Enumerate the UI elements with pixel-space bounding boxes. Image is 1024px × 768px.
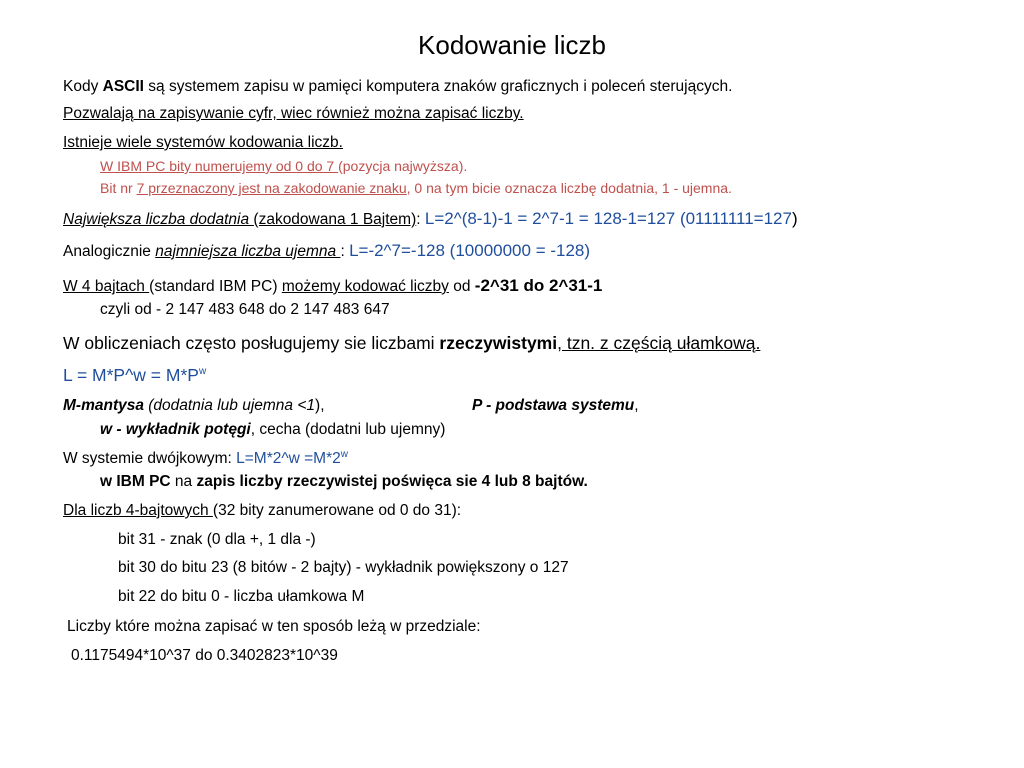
text-italic-underlined: Największa liczba dodatnia (63, 211, 254, 228)
text: od (448, 278, 475, 295)
text-underlined: Dla liczb 4-bajtowych (63, 502, 213, 519)
text-bold: ASCII (102, 78, 144, 95)
text: , (634, 397, 639, 414)
formula-superscript: w (340, 448, 348, 460)
line-base (472, 396, 639, 416)
text-underlined: (zakodowana 1 Bajtem) (253, 211, 417, 228)
text: ) (791, 209, 798, 228)
line-range: czyli od - 2 147 483 648 do 2 147 483 647 (100, 301, 390, 318)
text: Analogicznie (63, 243, 156, 260)
text-bold: w IBM PC (100, 473, 171, 490)
formula-superscript: w (198, 366, 207, 378)
line-ascii (63, 77, 732, 97)
text: są systemem zapisu w pamięci komputera znaków graficznych i poleceń sterujących. (143, 78, 733, 95)
line-bit-22-0: bit 22 do bitu 0 - liczba ułamkowa M (118, 588, 365, 605)
line-systems: Istnieje wiele systemów kodowania liczb. (63, 134, 343, 151)
line-bit-30-23: bit 30 do bitu 23 (8 bitów - 2 bajty) - wykładnik powiększony o 127 (118, 559, 569, 576)
text-bold-italic: M-mantysa (63, 397, 144, 414)
text: : (416, 211, 425, 228)
text: , cecha (dodatni lub ujemny) (250, 421, 446, 438)
text-bold: zapis liczby rzeczywistej poświęca sie 4 lub 8 bajtów. (196, 473, 588, 490)
line-binary-system (63, 449, 348, 469)
text: (pozycja najwyższa). (338, 158, 468, 174)
line-max-positive (63, 209, 798, 230)
line-interval: Liczby które można zapisać w ten sposób leżą w przedziale: (67, 618, 481, 635)
text: W systemie dwójkowym: (63, 450, 237, 467)
text: W obliczeniach często posługujemy sie liczbami (63, 333, 440, 353)
text-underlined: 7 przeznaczony jest na zakodowanie znaku (136, 180, 407, 196)
formula-text: L=M*2^w =M*2 (236, 450, 341, 467)
line-4-byte-numbers (63, 501, 461, 521)
line-bit-numbering (100, 156, 467, 176)
formula: L=-2^7=-128 (10000000 = -128) (349, 241, 591, 260)
text: na (170, 473, 197, 490)
text: , 0 na tym bicie oznacza liczbę dodatnia, 1 - ujemna. (406, 180, 732, 196)
range-bold: -2^31 do 2^31-1 (474, 276, 603, 295)
line-min-negative (63, 241, 590, 262)
formula-lmpw (63, 365, 206, 385)
formula-text: L = M*P^w = M*P (63, 365, 199, 385)
text-bold-italic: w - wykładnik potęgi (100, 421, 251, 438)
line-mantissa (63, 396, 325, 416)
text: ), (315, 397, 325, 414)
text: (standard IBM PC) (149, 278, 282, 295)
line-bit-31: bit 31 - znak (0 dla +, 1 dla -) (118, 531, 316, 548)
line-ibm-pc-bytes (100, 472, 588, 492)
line-4-bytes (63, 276, 602, 297)
text-underlined: możemy kodować liczby (281, 278, 449, 295)
line-digits: Pozwalają na zapisywanie cyfr, wiec również można zapisać liczby. (63, 105, 524, 122)
formula: L=2^(8-1)-1 = 2^7-1 = 128-1=127 (01111111=127 (424, 209, 792, 228)
text: Bit nr (100, 180, 137, 196)
text-bold: rzeczywistymi (439, 333, 558, 353)
text-underlined: W IBM PC bity numerujemy od 0 do 7 (100, 158, 339, 174)
line-real-numbers (63, 333, 760, 353)
line-exponent (100, 420, 445, 440)
text: : (340, 243, 350, 260)
text-italic: (dodatnia lub ujemna <1 (143, 397, 316, 414)
text-underlined: , tzn. z częścią ułamkową. (557, 333, 761, 353)
line-sign-bit (100, 178, 732, 198)
line-interval-values: 0.1175494*10^37 do 0.3402823*10^39 (71, 647, 338, 664)
text: (32 bity zanumerowane od 0 do 31): (212, 502, 462, 519)
page-title: Kodowanie liczb (418, 30, 606, 60)
text: Kody (63, 78, 103, 95)
text-italic-underlined: najmniejsza liczba ujemna (155, 243, 341, 260)
text-bold-italic: P - podstawa systemu (472, 397, 635, 414)
text-underlined: W 4 bajtach (63, 278, 150, 295)
